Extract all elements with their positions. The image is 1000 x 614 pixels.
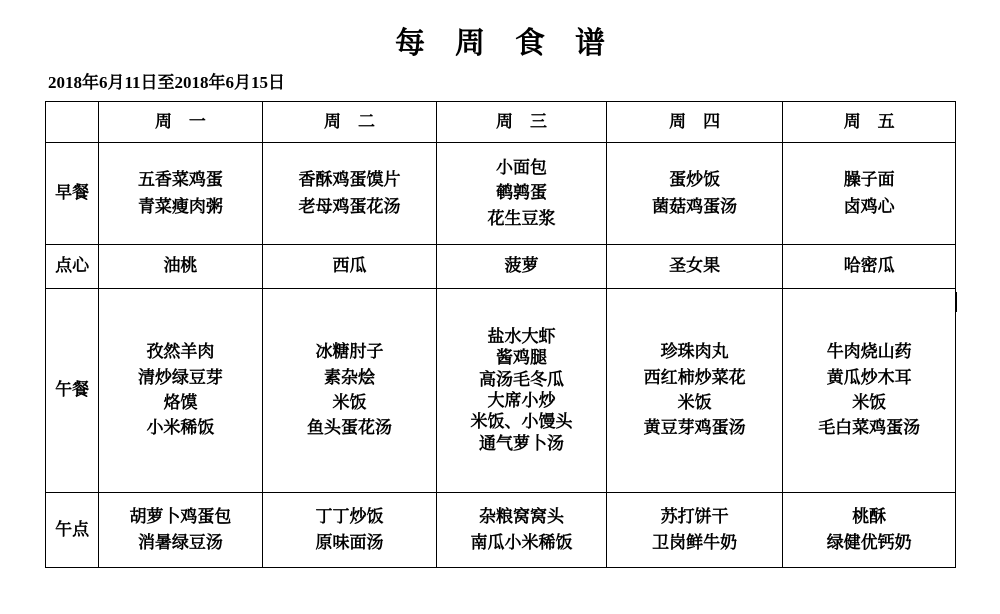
menu-cell — [99, 245, 263, 289]
dish-item: 孜然羊肉 — [146, 342, 215, 363]
dish-item: 小面包 — [496, 157, 548, 178]
dish-item: 冰糖肘子 — [315, 342, 384, 363]
dish-item: 消暑绿豆汤 — [137, 532, 223, 553]
menu-cell — [99, 493, 263, 568]
meal-label-lunch: 午餐 — [46, 289, 99, 493]
dish-item: 米饭 — [852, 393, 887, 413]
dish-item: 老母鸡蛋花汤 — [298, 197, 401, 217]
dish-item: 鹌鹑蛋 — [496, 183, 548, 204]
breakfast-row — [46, 143, 956, 245]
dish-item: 杂粮窝窝头 — [479, 507, 565, 528]
dish-item: 油桃 — [163, 256, 198, 277]
menu-cell — [262, 493, 437, 568]
menu-cell — [783, 245, 956, 289]
dish-item: 西瓜 — [332, 256, 367, 277]
lunch-row — [46, 289, 956, 493]
dish-item: 酱鸡腿 — [496, 348, 548, 369]
dish-item: 蛋炒饭 — [669, 169, 721, 190]
dish-item: 胡萝卜鸡蛋包 — [129, 507, 232, 528]
menu-cell — [437, 493, 607, 568]
dish-item: 西红柿炒菜花 — [643, 367, 746, 388]
dish-item: 烙馍 — [163, 393, 198, 413]
page-title: 每 周 食 谱 — [395, 26, 605, 61]
menu-cell — [437, 289, 607, 493]
menu-cell — [783, 289, 956, 493]
dish-item: 小米稀饭 — [146, 418, 215, 439]
day-header-monday: 周 一 — [99, 102, 263, 143]
menu-cell — [262, 289, 437, 493]
dish-item: 黄瓜炒木耳 — [826, 367, 912, 388]
menu-cell — [437, 245, 607, 289]
dish-item: 南瓜小米稀饭 — [470, 532, 573, 553]
dish-item: 桃酥 — [852, 507, 887, 528]
dish-item: 大席小炒 — [487, 391, 556, 411]
dish-item: 菌菇鸡蛋汤 — [652, 197, 738, 217]
dish-item: 黄豆芽鸡蛋汤 — [643, 418, 746, 439]
dish-item: 哈密瓜 — [843, 256, 895, 277]
meal-label-breakfast: 早餐 — [46, 143, 99, 245]
dish-item: 盐水大虾 — [487, 326, 556, 347]
menu-cell — [606, 143, 783, 245]
dish-item: 花生豆浆 — [487, 208, 556, 229]
menu-cell — [262, 245, 437, 289]
dish-item: 圣女果 — [669, 256, 721, 277]
text-cursor-mark — [955, 292, 957, 312]
dish-item: 通气萝卜汤 — [479, 433, 565, 454]
menu-cell — [262, 143, 437, 245]
dish-item: 臊子面 — [843, 169, 895, 190]
weekly-menu-table — [45, 101, 956, 568]
day-header-friday: 周 五 — [783, 102, 956, 143]
menu-cell — [437, 143, 607, 245]
dish-item: 原味面汤 — [315, 532, 384, 553]
menu-cell — [606, 289, 783, 493]
dish-item: 清炒绿豆芽 — [137, 367, 223, 388]
dish-item: 丁丁炒饭 — [315, 507, 384, 528]
menu-cell — [99, 289, 263, 493]
day-header-tuesday: 周 二 — [262, 102, 437, 143]
afternoon-snack-row — [46, 493, 956, 568]
dish-item: 米饭 — [332, 393, 367, 413]
meal-label-snack: 点心 — [46, 245, 99, 289]
menu-cell — [783, 493, 956, 568]
corner-cell — [46, 102, 99, 143]
dish-item: 毛白菜鸡蛋汤 — [818, 418, 921, 439]
dish-item: 米饭 — [677, 393, 712, 413]
meal-label-afternoon-snack: 午点 — [46, 493, 99, 568]
dish-item: 珍珠肉丸 — [660, 342, 729, 363]
dish-item: 卤鸡心 — [843, 197, 895, 217]
day-header-thursday: 周 四 — [606, 102, 783, 143]
dish-item: 苏打饼干 — [660, 507, 729, 528]
menu-cell — [99, 143, 263, 245]
header-row — [46, 102, 956, 143]
menu-cell — [606, 493, 783, 568]
dish-item: 素杂烩 — [323, 367, 375, 388]
dish-item: 五香菜鸡蛋 — [137, 169, 223, 190]
dish-item: 米饭、小馒头 — [470, 412, 573, 433]
dish-item: 鱼头蛋花汤 — [306, 418, 392, 439]
dish-item: 牛肉烧山药 — [826, 342, 912, 363]
menu-cell — [606, 245, 783, 289]
dish-item: 香酥鸡蛋馍片 — [298, 169, 401, 190]
dish-item: 绿健优钙奶 — [826, 532, 912, 553]
snack-row — [46, 245, 956, 289]
dish-item: 卫岗鲜牛奶 — [652, 532, 738, 553]
dish-item: 高汤毛冬瓜 — [479, 369, 565, 390]
dish-item: 青菜瘦肉粥 — [137, 197, 223, 217]
day-header-wednesday: 周 三 — [437, 102, 607, 143]
menu-cell — [783, 143, 956, 245]
dish-item: 菠萝 — [504, 256, 539, 277]
date-range: 2018年6月11日至2018年6月15日 — [48, 73, 286, 92]
